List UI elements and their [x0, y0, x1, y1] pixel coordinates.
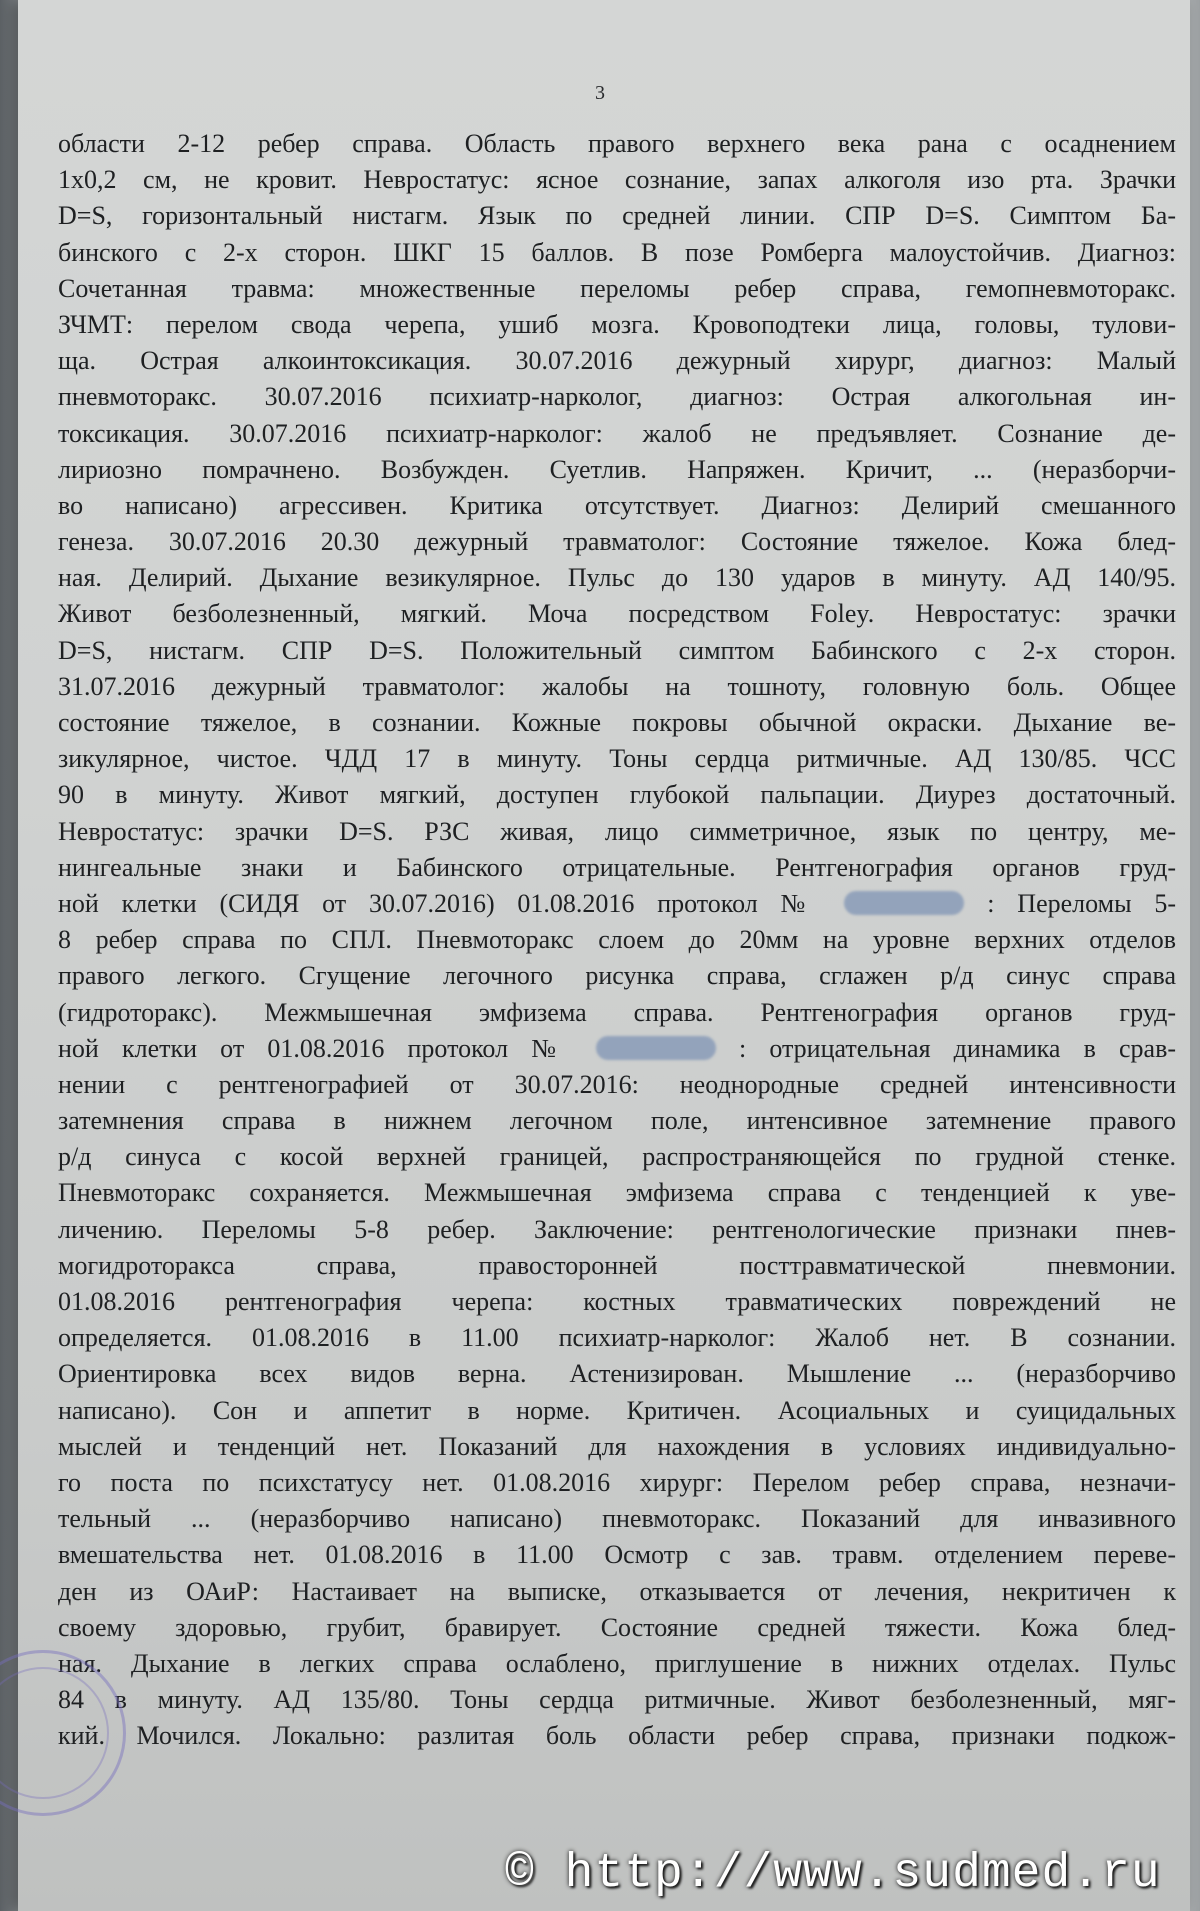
text-line: нении с рентгенографией от 30.07.2016: неоднородные средней интенсивности [58, 1069, 1176, 1099]
text-line: ща. Острая алкоинтоксикация. 30.07.2016 дежурный хирург, диагноз: Малый [58, 346, 1176, 376]
text-line: тельный ... (неразборчиво написано) пневмоторакс. Показаний для инвазивного [58, 1504, 1176, 1534]
text-line: 90 в минуту. Живот мягкий, доступен глубокой пальпации. Диурез достаточный. [58, 780, 1176, 810]
text-line: во написано) агрессивен. Критика отсутствует. Диагноз: Делирий смешанного [58, 490, 1176, 520]
page-number: 3 [595, 82, 605, 104]
text-line: 84 в минуту. АД 135/80. Тоны сердца ритмичные. Живот безболезненный, мяг- [58, 1685, 1176, 1715]
text-line: правого легкого. Сгущение легочного рисунка справа, сглажен р/д синус справа [58, 961, 1176, 991]
text-line: зикулярное, чистое. ЧДД 17 в минуту. Тоны сердца ритмичные. АД 130/85. ЧСС [58, 744, 1176, 774]
text-line: написано). Сон и аппетит в норме. Критичен. Асоциальных и суицидальных [58, 1395, 1176, 1425]
text-line: генеза. 30.07.2016 20.30 дежурный травматолог: Состояние тяжелое. Кожа блед- [58, 527, 1176, 557]
text-line: Ориентировка всех видов верна. Астенизирован. Мышление ... (неразборчиво [58, 1359, 1176, 1389]
text-line: лириозно помрачнено. Возбужден. Суетлив. Напряжен. Кричит, ... (неразборчи- [58, 454, 1176, 484]
text-line: вмешательства нет. 01.08.2016 в 11.00 Осмотр с зав. травм. отделением переве- [58, 1540, 1176, 1570]
text-line [58, 1754, 1176, 1790]
text-line: пневмоторакс. 30.07.2016 психиатр-нарколог, диагноз: Острая алкогольная ин- [58, 382, 1176, 412]
text-line: 8 ребер справа по СПЛ. Пневмоторакс слоем до 20мм на уровне верхних отделов [58, 925, 1176, 955]
text-line: Сочетанная травма: множественные переломы ребер справа, гемопневмоторакс. [58, 273, 1176, 303]
text-line: го поста по психстатусу нет. 01.08.2016 хирург: Перелом ребер справа, незначи- [58, 1467, 1176, 1497]
text-line: личению. Переломы 5-8 ребер. Заключение: рентгенологические признаки пнев- [58, 1214, 1176, 1244]
text-line: нингеальные знаки и Бабинского отрицательные. Рентгенография органов груд- [58, 852, 1176, 882]
document-body [58, 126, 1176, 1791]
text-line: ная. Делирий. Дыхание везикулярное. Пульс до 130 ударов в минуту. АД 140/95. [58, 563, 1176, 593]
text-line: кий. Мочился. Локально: разлитая боль области ребер справа, признаки подкож- [58, 1721, 1176, 1751]
text-line: ЗЧМТ: перелом свода черепа, ушиб мозга. Кровоподтеки лица, головы, тулови- [58, 309, 1176, 339]
text-line: токсикация. 30.07.2016 психиатр-нарколог: жалоб не предъявляет. Сознание де- [58, 418, 1176, 448]
text-segment: ной клетки от 01.08.2016 протокол № [58, 1033, 573, 1063]
text-segment: ной клетки (СИДЯ от 30.07.2016) 01.08.2016 протокол № [58, 888, 822, 918]
text-line: 31.07.2016 дежурный травматолог: жалобы на тошноту, головную боль. Общее [58, 671, 1176, 701]
text-line: бинского с 2-х сторон. ШКГ 15 баллов. В позе Ромберга малоустойчив. Диагноз: [58, 237, 1176, 267]
text-line: D=S, нистагм. СПР D=S. Положительный симптом Бабинского с 2-х сторон. [58, 635, 1176, 665]
text-line-with-redaction [58, 1031, 1176, 1067]
text-line: D=S, горизонтальный нистагм. Язык по средней линии. СПР D=S. Симптом Ба- [58, 201, 1176, 231]
text-line: (гидроторакс). Межмышечная эмфизема справа. Рентгенография органов груд- [58, 997, 1176, 1027]
text-line: Невростатус: зрачки D=S. РЗС живая, лицо симметричное, язык по центру, ме- [58, 816, 1176, 846]
text-line: области 2-12 ребер справа. Область правого верхнего века рана с осаднением [58, 129, 1176, 158]
text-line: мыслей и тенденций нет. Показаний для нахождения в условиях индивидуально- [58, 1431, 1176, 1461]
text-segment: : отрицательная динамика в срав- [738, 1033, 1176, 1063]
text-line: ден из ОАиР: Настаивает на выписке, отказывается от лечения, некритичен к [58, 1576, 1176, 1606]
text-line: своему здоровью, грубит, бравирует. Состояние средней тяжести. Кожа блед- [58, 1612, 1176, 1642]
text-line: состояние тяжелое, в сознании. Кожные покровы обычной окраски. Дыхание ве- [58, 708, 1176, 737]
text-line: затемнения справа в нижнем легочном поле, интенсивное затемнение правого [58, 1106, 1176, 1136]
text-line: р/д синуса с косой верхней границей, распространяющейся по грудной стенке. [58, 1142, 1176, 1172]
redaction-blur [596, 1036, 716, 1060]
text-line: определяется. 01.08.2016 в 11.00 психиатр-нарколог: Жалоб нет. В сознании. [58, 1323, 1176, 1353]
text-line: 1х0,2 см, не кровит. Невростатус: ясное сознание, запах алкоголя изо рта. Зрачки [58, 165, 1176, 195]
text-line: Пневмоторакс сохраняется. Межмышечная эмфизема справа с тенденцией к уве- [58, 1178, 1176, 1208]
redaction-blur [844, 891, 964, 915]
text-segment: : Переломы 5- [987, 888, 1176, 918]
watermark: © http://www.sudmed.ru [505, 1847, 1161, 1901]
text-line: ная. Дыхание в легких справа ослаблено, приглушение в нижних отделах. Пульс [58, 1648, 1176, 1678]
text-line: могидроторакса справа, правосторонней посттравматической пневмонии. [58, 1250, 1176, 1280]
text-line: 01.08.2016 рентгенография черепа: костных травматических повреждений не [58, 1287, 1176, 1316]
text-line-with-redaction [58, 886, 1176, 922]
text-line: Живот безболезненный, мягкий. Моча посредством Foley. Невростатус: зрачки [58, 599, 1176, 629]
